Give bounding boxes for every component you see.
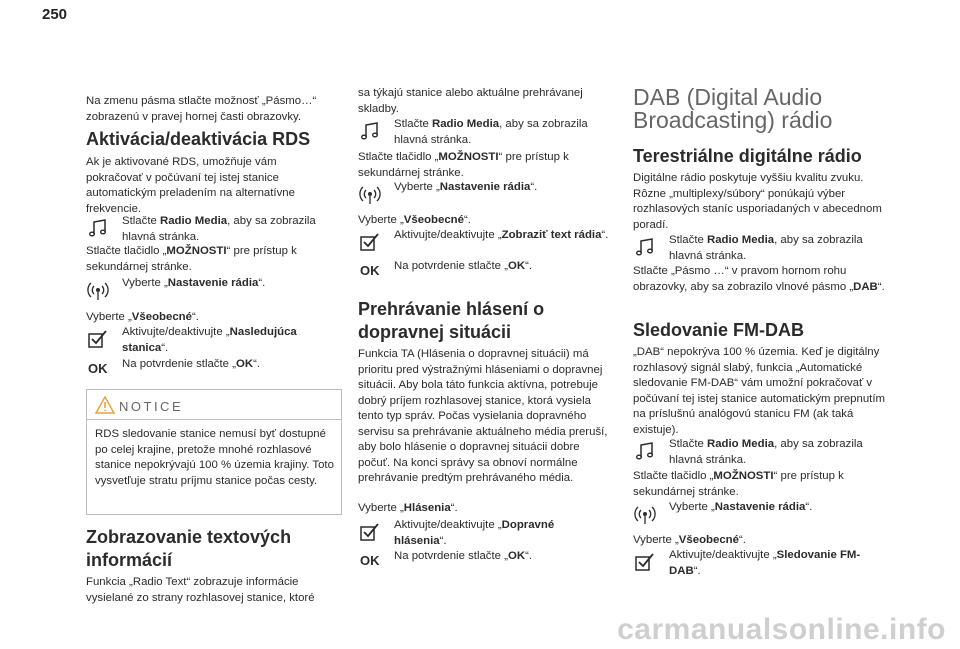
general-bold: Všeobecné [131,311,192,323]
ok-label: OK [88,361,108,376]
general-paragraph [358,213,608,229]
text-info-heading-line2: informácií [86,550,173,570]
step-text-pre: Aktivujte/deaktivujte „ [394,519,502,531]
step-text-pre: Aktivujte/deaktivujte „ [394,229,502,241]
step-text-bold: Radio Media [707,438,775,450]
intro-paragraph: Na zmenu pásma stlačte možnosť „Pásmo…“ zobrazenú v pravej hornej časti obrazovky. [86,95,317,123]
step-text-bold: Nastavenie rádia [439,181,531,193]
checkbox-icon [358,230,382,254]
step-text-post: , aby sa zobrazila hlavná stránka. [394,118,588,146]
text-info-paragraph: Funkcia „Radio Text“ zobrazuje informácie vysielané zo strany rozhlasovej stanice, ktoré [86,576,315,604]
step-text-post: “. [530,181,538,193]
band-pre: Stlačte „Pásmo …“ v pravom hornom rohu obrazovky, aby sa zobrazilo vlnové pásmo „ [633,265,854,293]
options-post: “ pre prístup k sekundárnej stránke. [633,470,844,498]
step-text-pre: Vyberte „ [669,501,715,513]
checkbox-icon [86,327,110,351]
step-text-pre: Stlačte [669,438,707,450]
options-bold: MOŽNOSTI [438,151,499,163]
step-text-bold: Radio Media [707,234,775,246]
options-pre: Stlačte tlačidlo „ [633,470,714,482]
step-text-pre: Na potvrdenie stlačte „ [394,550,508,562]
music-note-icon [358,119,382,143]
general-paragraph [86,310,336,326]
general-paragraph [633,533,883,549]
notice-divider [87,419,341,420]
options-pre: Stlačte tlačidlo „ [86,245,167,257]
radio-signal-icon [358,182,382,206]
step-text-bold: OK [507,260,526,272]
notice-box [86,389,342,515]
traffic-heading-line1: Prehrávanie hlásení o [358,299,545,319]
general-pre: Vyberte „ [86,311,132,323]
notice-title: NOTICE [119,399,184,414]
options-bold: MOŽNOSTI [166,245,227,257]
announce-bold: Hlásenia [403,502,451,514]
step-text-post: “. [161,341,169,354]
radio-text-continued: sa týkajú stanice alebo aktuálne prehrávanej skladby. [358,87,583,115]
step-text-post: , aby sa zobrazila hlavná stránka. [669,234,863,262]
general-post: “. [738,534,746,546]
options-paragraph [358,150,608,181]
traffic-paragraph: Funkcia TA (Hlásenia o dopravnej situácii) má prioritu pred výstražnými hláseniami o dopravnej situácii. Aby bola táto funkcia aktívna, potrebuje dobrý príjem rozhlasovej stanice, ktorá vysiela tento typ správ. Počas vysielania dopravného servisu sa prehrávanie aktuálneho média preruší, aby bolo hlásenie o dopravnej situácii dobre počuť. Na konci správy sa obnoví normálne prehrávanie predtým prehrávaného média. [358,348,608,484]
radio-signal-icon [633,502,657,526]
options-post: “ pre prístup k sekundárnej stránke. [358,151,569,179]
step-text-bold: OK [235,358,254,370]
step-text-bold: Zobraziť text rádia [501,229,602,241]
step-text-post: “. [525,550,533,562]
general-post: “. [191,311,199,323]
step-text-pre: Stlačte [394,118,432,130]
step-text-post: “. [439,534,447,547]
general-bold: Všeobecné [403,214,464,226]
page-number: 250 [42,6,68,23]
step-text-post: “. [525,260,533,272]
step-text-post: “. [253,358,261,370]
announce-pre: Vyberte „ [358,502,404,514]
fm-dab-heading: Sledovanie FM-DAB [633,320,805,340]
step-text-bold: Radio Media [160,215,228,227]
options-post: “ pre prístup k sekundárnej stránke. [86,245,297,273]
dab-title-line1: DAB (Digital Audio [633,84,823,110]
step-text-post: , aby sa zobrazila hlavná stránka. [669,438,863,466]
dab-title-line2: Broadcasting) rádio [633,107,833,133]
step-text-bold: Radio Media [432,118,500,130]
music-note-icon [633,439,657,463]
options-pre: Stlačte tlačidlo „ [358,151,439,163]
band-post: “. [877,280,885,293]
general-pre: Vyberte „ [358,214,404,226]
step-text-bold: Dopravné hlásenia [394,519,555,547]
rds-heading: Aktivácia/deaktivácia RDS [86,129,311,149]
step-text-pre: Aktivujte/deaktivujte „ [669,549,777,561]
step-text-pre: Vyberte „ [394,181,440,193]
options-paragraph [633,469,883,500]
announcements-paragraph [358,501,608,517]
music-note-icon [86,216,110,240]
step-text-pre: Stlačte [669,234,707,246]
warning-triangle-icon [95,396,115,414]
step-text-post: “. [693,564,701,577]
step-text-post: , aby sa zobrazila hlavná stránka. [122,215,316,243]
step-text-post: “. [805,501,813,513]
step-text-bold: Sledovanie FM-DAB [669,549,861,577]
step-text-post: “. [601,229,609,241]
ok-label: OK [360,553,380,568]
terrestrial-heading: Terestriálne digitálne rádio [633,146,862,166]
step-text-post: “. [258,277,266,289]
step-text-bold: OK [507,550,526,562]
step-text-pre: Aktivujte/deaktivujte „ [122,326,230,338]
notice-body: RDS sledovanie stanice nemusí byť dostupné po celej krajine, pretože mnohé rozhlasové stanice nepokrývajú 100 % územia krajiny. Toto vysvetľuje stratu príjmu stanice počas cesty. [95,428,334,487]
band-paragraph [633,264,889,295]
step-text-bold: Nastavenie rádia [714,501,806,513]
step-text-pre: Na potvrdenie stlačte „ [122,358,236,370]
terrestrial-paragraph: Digitálne rádio poskytuje vyššiu kvalitu zvuku. Rôzne „multiplexy/súbory“ ponúkajú výber rozhlasových staníc usporiadaných v abecednom poradí. [633,172,882,231]
step-text-pre: Na potvrdenie stlačte „ [394,260,508,272]
fm-dab-paragraph: „DAB“ nepokrýva 100 % územia. Keď je digitálny rozhlasový signál slabý, funkcia „Automatické sledovanie FM-DAB“ vám umožní pokračovať v počúvaní tej istej stanice automatickým prepnutím na príslušnú analógovú stanicu FM (ak taká existuje). [633,346,885,436]
step-text-pre: Vyberte „ [122,277,168,289]
step-text-pre: Stlačte [122,215,160,227]
checkbox-icon [358,520,382,544]
radio-signal-icon [86,278,110,302]
options-bold: MOŽNOSTI [713,470,774,482]
watermark: carmanualsonline.info [617,613,946,646]
checkbox-icon [633,550,657,574]
traffic-heading-line2: dopravnej situácii [358,322,512,342]
music-note-icon [633,235,657,259]
ok-label: OK [360,263,380,278]
options-paragraph [86,244,336,275]
general-pre: Vyberte „ [633,534,679,546]
step-text-bold: Nastavenie rádia [167,277,259,289]
rds-paragraph: Ak je aktivované RDS, umožňuje vám pokračovať v počúvaní tej istej stanice automatickým preladením na alternatívne frekvencie. [86,156,295,215]
announce-post: “. [450,502,458,514]
general-bold: Všeobecné [678,534,739,546]
text-info-heading-line1: Zobrazovanie textových [86,527,292,547]
step-text-bold: Nasledujúca stanica [122,326,297,354]
general-post: “. [463,214,471,226]
band-bold: DAB [853,280,878,293]
